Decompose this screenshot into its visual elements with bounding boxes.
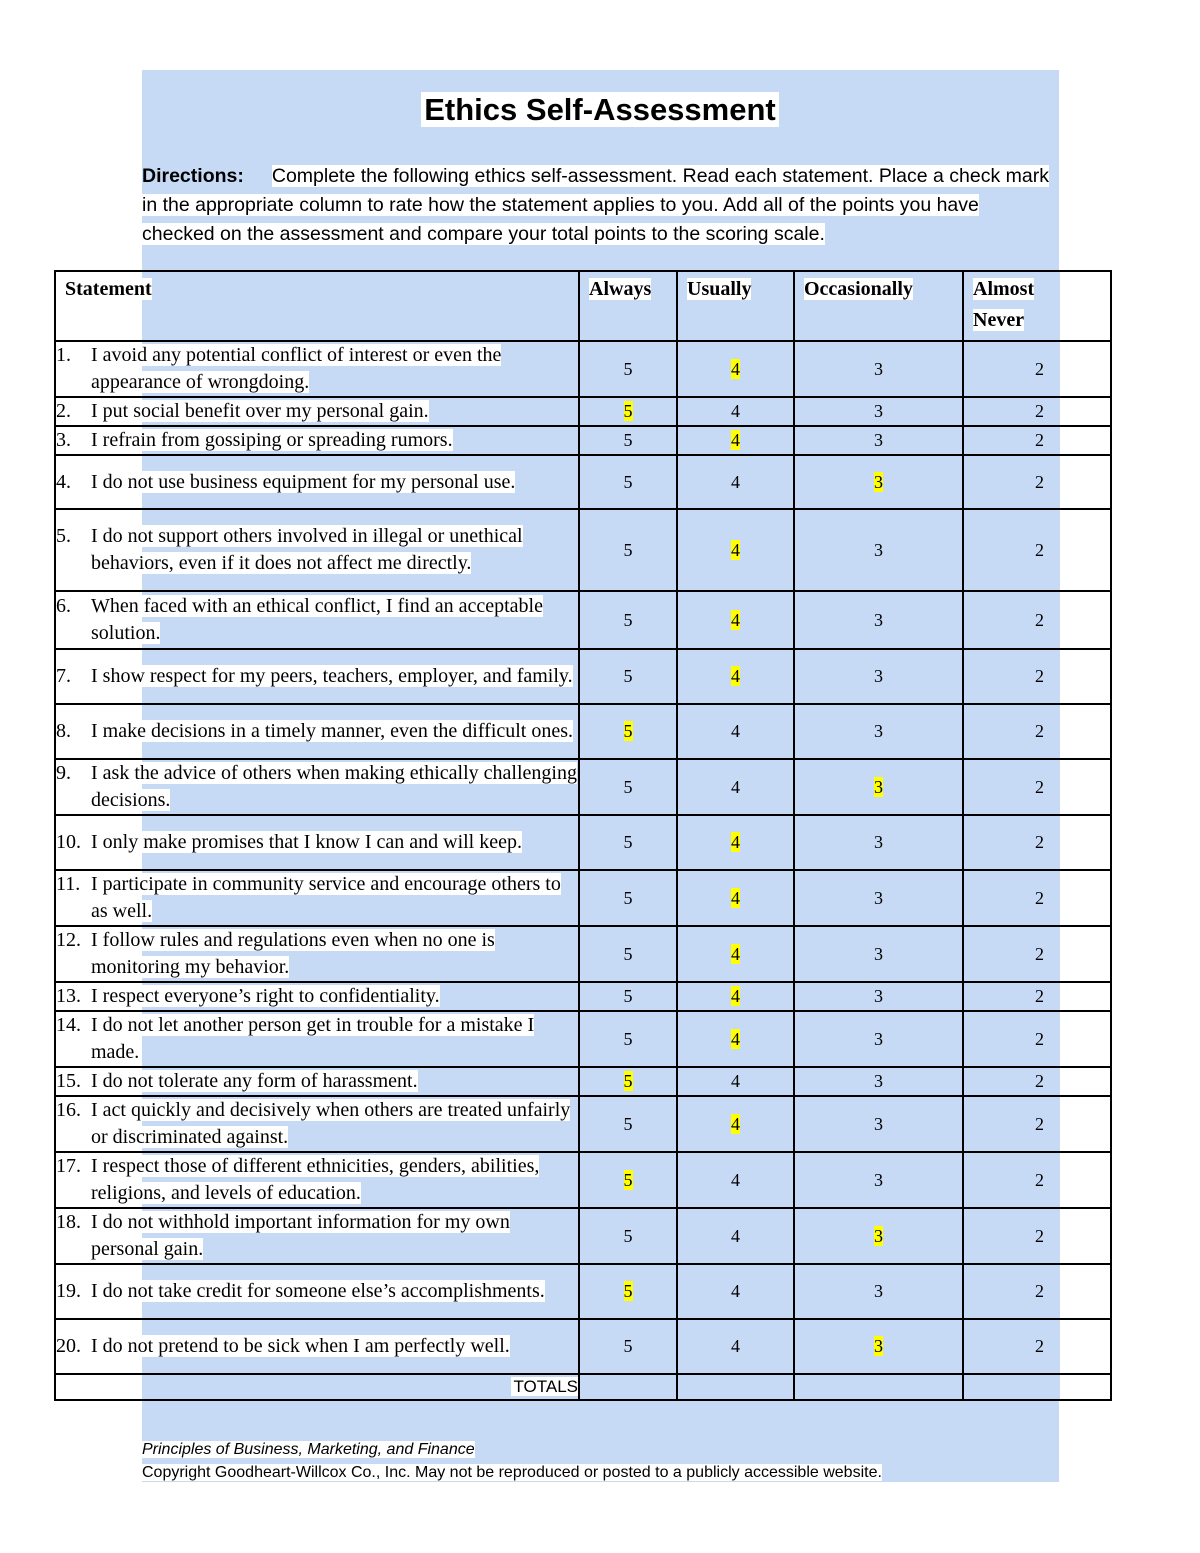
table-row	[55, 815, 1111, 870]
rating-value: 2	[1035, 471, 1044, 492]
statement-number: 4.	[56, 470, 71, 493]
statement-cell	[55, 509, 579, 591]
statement-text: I make decisions in a timely manner, even the difficult ones.	[91, 720, 574, 742]
rating-value: 2	[1035, 609, 1044, 630]
table-row	[55, 1264, 1111, 1319]
statement-text: I do not withhold important information for my own personal gain.	[91, 1211, 510, 1260]
rating-cell-usually[interactable]	[677, 926, 794, 982]
rating-value: 5	[623, 358, 633, 379]
statement-cell	[55, 704, 579, 759]
rating-cell-occasionally[interactable]	[794, 341, 963, 397]
rating-cell-occasionally[interactable]	[794, 1319, 963, 1374]
rating-cell-usually[interactable]	[677, 426, 794, 455]
table-row	[55, 455, 1111, 509]
rating-value: 2	[1035, 1071, 1044, 1091]
rating-value: 2	[1035, 1225, 1044, 1246]
rating-cell-almost-never[interactable]	[963, 759, 1111, 815]
rating-cell-almost-never[interactable]	[963, 649, 1111, 704]
rating-cell-usually[interactable]	[677, 649, 794, 704]
rating-value: 4	[731, 1225, 740, 1246]
rating-value: 5	[623, 1113, 633, 1134]
statement-cell	[55, 1067, 579, 1096]
directions-block	[142, 162, 1056, 249]
rating-cell-occasionally[interactable]	[794, 591, 963, 649]
rating-cell-usually[interactable]	[677, 759, 794, 815]
header-usually: Usually	[677, 271, 794, 341]
rating-cell-almost-never[interactable]	[963, 397, 1111, 426]
page-title: Ethics Self-Assessment	[421, 92, 778, 127]
rating-value: 5	[623, 943, 633, 964]
statement-number: 1.	[56, 344, 71, 366]
rating-value: 5	[623, 539, 633, 560]
rating-cell-usually[interactable]	[677, 341, 794, 397]
rating-cell-usually[interactable]	[677, 455, 794, 509]
rating-cell-always[interactable]	[579, 397, 677, 426]
rating-value: 3	[874, 1113, 883, 1134]
statement-text: I follow rules and regulations even when no one is monitoring my behavior.	[91, 929, 495, 978]
rating-value: 4	[731, 401, 740, 421]
rating-value: 2	[1035, 1113, 1044, 1134]
rating-value: 2	[1035, 1336, 1044, 1356]
rating-cell-occasionally[interactable]	[794, 759, 963, 815]
statement-number: 20.	[56, 1335, 81, 1357]
table-row	[55, 926, 1111, 982]
rating-cell-usually[interactable]	[677, 1264, 794, 1319]
totals-row	[55, 1374, 1111, 1400]
rating-cell-usually[interactable]	[677, 982, 794, 1011]
header-almost-never: Almost Never	[963, 271, 1111, 341]
rating-value: 2	[1035, 358, 1044, 379]
table-row	[55, 982, 1111, 1011]
rating-cell-always[interactable]	[579, 1011, 677, 1067]
statement-cell	[55, 1152, 579, 1208]
rating-cell-occasionally[interactable]	[794, 704, 963, 759]
rating-cell-usually[interactable]	[677, 870, 794, 926]
rating-cell-occasionally[interactable]	[794, 926, 963, 982]
statement-cell	[55, 870, 579, 926]
statement-number: 3.	[56, 429, 71, 451]
rating-cell-almost-never[interactable]	[963, 1067, 1111, 1096]
statement-text: I respect everyone’s right to confidentiality.	[91, 985, 440, 1007]
table-row	[55, 1096, 1111, 1152]
rating-cell-occasionally[interactable]	[794, 455, 963, 509]
rating-value: 3	[874, 666, 883, 686]
rating-cell-occasionally[interactable]	[794, 397, 963, 426]
rating-cell-occasionally[interactable]	[794, 1264, 963, 1319]
rating-cell-always[interactable]	[579, 982, 677, 1011]
statement-number: 7.	[56, 665, 71, 687]
rating-value: 5	[623, 1225, 633, 1246]
rating-cell-occasionally[interactable]	[794, 1096, 963, 1152]
rating-cell-always[interactable]	[579, 509, 677, 591]
table-row	[55, 1067, 1111, 1096]
rating-cell-almost-never[interactable]	[963, 509, 1111, 591]
rating-value: 4	[731, 471, 740, 492]
statement-text: I show respect for my peers, teachers, employer, and family.	[91, 665, 573, 687]
header-occasionally: Occasionally	[794, 271, 963, 341]
rating-value-selected: 4	[731, 539, 740, 560]
rating-cell-occasionally[interactable]	[794, 870, 963, 926]
statement-cell	[55, 591, 579, 649]
statement-cell	[55, 759, 579, 815]
rating-value: 3	[874, 832, 883, 852]
rating-value: 5	[623, 832, 633, 852]
statement-cell	[55, 1319, 579, 1374]
footer-copyright: Copyright Goodheart-Willcox Co., Inc. May not be reproduced or posted to a publicly accessible website.	[142, 1464, 882, 1481]
rating-cell-always[interactable]	[579, 1264, 677, 1319]
rating-value: 5	[623, 471, 633, 492]
table-row	[55, 1208, 1111, 1264]
rating-value: 2	[1035, 986, 1044, 1006]
rating-cell-almost-never[interactable]	[963, 704, 1111, 759]
statement-number: 6.	[56, 595, 71, 617]
rating-value-selected: 4	[731, 943, 740, 964]
rating-value: 4	[731, 1071, 740, 1091]
rating-value: 4	[731, 1336, 740, 1356]
totals-label: TOTALS	[55, 1374, 579, 1400]
statement-number: 11.	[56, 873, 81, 895]
table-row	[55, 426, 1111, 455]
table-row	[55, 591, 1111, 649]
statement-text: I refrain from gossiping or spreading rumors.	[91, 429, 453, 451]
rating-cell-always[interactable]	[579, 455, 677, 509]
rating-value: 3	[874, 721, 883, 741]
statement-cell	[55, 1011, 579, 1067]
rating-value: 2	[1035, 887, 1044, 908]
header-statement: Statement	[55, 271, 579, 341]
statement-cell	[55, 1096, 579, 1152]
rating-value-selected: 3	[874, 1225, 883, 1246]
statement-cell	[55, 455, 579, 509]
statement-number: 15.	[56, 1070, 81, 1092]
rating-value-selected: 3	[874, 776, 883, 797]
rating-value-selected: 4	[731, 430, 740, 450]
rating-value-selected: 5	[623, 1169, 633, 1190]
rating-cell-usually[interactable]	[677, 509, 794, 591]
rating-cell-always[interactable]	[579, 1067, 677, 1096]
rating-value: 5	[623, 609, 633, 630]
rating-value: 3	[874, 1028, 883, 1049]
rating-value: 2	[1035, 832, 1044, 852]
rating-cell-occasionally[interactable]	[794, 1011, 963, 1067]
rating-cell-usually[interactable]	[677, 815, 794, 870]
statement-text: I respect those of different ethnicities, genders, abilities, religions, and levels of education.	[91, 1155, 540, 1204]
rating-value: 3	[874, 1071, 883, 1091]
statement-cell	[55, 1208, 579, 1264]
rating-cell-usually[interactable]	[677, 1152, 794, 1208]
rating-cell-always[interactable]	[579, 1319, 677, 1374]
statement-number: 10.	[56, 831, 81, 853]
rating-value: 2	[1035, 539, 1044, 560]
rating-value-selected: 5	[623, 1281, 633, 1301]
table-row	[55, 704, 1111, 759]
statement-number: 19.	[56, 1280, 81, 1302]
rating-cell-almost-never[interactable]	[963, 1096, 1111, 1152]
rating-value: 3	[874, 401, 883, 421]
statement-text: I do not pretend to be sick when I am perfectly well.	[91, 1335, 510, 1357]
statement-text: When faced with an ethical conflict, I find an acceptable solution.	[91, 595, 543, 644]
rating-value: 4	[731, 1281, 740, 1301]
statement-cell	[55, 649, 579, 704]
table-row	[55, 1011, 1111, 1067]
rating-cell-occasionally[interactable]	[794, 1208, 963, 1264]
page-title-wrap	[0, 92, 1200, 128]
statement-number: 16.	[56, 1099, 81, 1121]
rating-value: 3	[874, 609, 883, 630]
rating-cell-almost-never[interactable]	[963, 591, 1111, 649]
rating-cell-always[interactable]	[579, 341, 677, 397]
statement-number: 17.	[56, 1155, 81, 1177]
rating-cell-usually[interactable]	[677, 1096, 794, 1152]
rating-cell-always[interactable]	[579, 426, 677, 455]
rating-value: 3	[874, 539, 883, 560]
table-row	[55, 870, 1111, 926]
table-row	[55, 509, 1111, 591]
assessment-table	[54, 270, 1112, 1401]
rating-cell-almost-never[interactable]	[963, 1264, 1111, 1319]
rating-cell-always[interactable]	[579, 1208, 677, 1264]
statement-cell	[55, 982, 579, 1011]
rating-cell-almost-never[interactable]	[963, 1208, 1111, 1264]
rating-value: 2	[1035, 721, 1044, 741]
rating-value: 3	[874, 986, 883, 1006]
rating-value-selected: 4	[731, 358, 740, 379]
table-row	[55, 341, 1111, 397]
rating-value-selected: 3	[874, 1336, 883, 1356]
rating-cell-usually[interactable]	[677, 704, 794, 759]
statement-number: 9.	[56, 762, 71, 784]
rating-value: 2	[1035, 1028, 1044, 1049]
rating-value: 3	[874, 1169, 883, 1190]
rating-value: 5	[623, 666, 633, 686]
statement-text: I do not let another person get in trouble for a mistake I made.	[91, 1014, 535, 1063]
rating-cell-occasionally[interactable]	[794, 982, 963, 1011]
rating-cell-usually[interactable]	[677, 1208, 794, 1264]
statement-cell	[55, 397, 579, 426]
rating-value-selected: 4	[731, 832, 740, 852]
rating-value-selected: 5	[623, 721, 633, 741]
rating-value: 3	[874, 1281, 883, 1301]
rating-cell-always[interactable]	[579, 591, 677, 649]
rating-cell-almost-never[interactable]	[963, 1011, 1111, 1067]
rating-cell-usually[interactable]	[677, 1319, 794, 1374]
rating-cell-almost-never[interactable]	[963, 815, 1111, 870]
rating-cell-occasionally[interactable]	[794, 1152, 963, 1208]
statement-number: 8.	[56, 720, 71, 742]
statement-cell	[55, 426, 579, 455]
rating-value: 2	[1035, 776, 1044, 797]
rating-value: 2	[1035, 1169, 1044, 1190]
rating-cell-usually[interactable]	[677, 1067, 794, 1096]
rating-cell-almost-never[interactable]	[963, 426, 1111, 455]
rating-cell-usually[interactable]	[677, 397, 794, 426]
rating-value-selected: 3	[874, 471, 883, 492]
rating-cell-almost-never[interactable]	[963, 926, 1111, 982]
rating-value: 2	[1035, 1281, 1044, 1301]
rating-cell-almost-never[interactable]	[963, 1152, 1111, 1208]
statement-number: 14.	[56, 1014, 81, 1036]
footer	[142, 1438, 882, 1484]
rating-cell-almost-never[interactable]	[963, 982, 1111, 1011]
statement-text: I ask the advice of others when making ethically challenging decisions.	[91, 762, 577, 811]
rating-cell-occasionally[interactable]	[794, 1067, 963, 1096]
table-row	[55, 1152, 1111, 1208]
rating-value: 4	[731, 776, 740, 797]
statement-number: 13.	[56, 985, 81, 1007]
rating-value: 5	[623, 887, 633, 908]
rating-value-selected: 4	[731, 1113, 740, 1134]
statement-cell	[55, 1264, 579, 1319]
rating-value: 5	[623, 430, 633, 450]
statement-text: I do not support others involved in illegal or unethical behaviors, even if it does not affect me directly.	[91, 525, 523, 574]
table-row	[55, 1319, 1111, 1374]
rating-cell-always[interactable]	[579, 649, 677, 704]
statement-number: 12.	[56, 929, 81, 951]
rating-value: 2	[1035, 401, 1044, 421]
rating-cell-occasionally[interactable]	[794, 509, 963, 591]
statement-number: 2.	[56, 400, 71, 422]
rating-cell-always[interactable]	[579, 926, 677, 982]
statement-text: I put social benefit over my personal gain.	[91, 400, 429, 422]
statement-cell	[55, 926, 579, 982]
total-almost-never-cell[interactable]	[963, 1374, 1111, 1400]
total-always-cell[interactable]	[579, 1374, 677, 1400]
rating-cell-occasionally[interactable]	[794, 815, 963, 870]
rating-value: 2	[1035, 430, 1044, 450]
rating-cell-occasionally[interactable]	[794, 426, 963, 455]
statement-text: I only make promises that I know I can and will keep.	[91, 831, 522, 853]
rating-value-selected: 4	[731, 986, 740, 1006]
rating-value: 5	[623, 1336, 633, 1356]
statement-cell	[55, 815, 579, 870]
rating-cell-usually[interactable]	[677, 1011, 794, 1067]
rating-value-selected: 4	[731, 609, 740, 630]
rating-value-selected: 4	[731, 666, 740, 686]
total-occasionally-cell[interactable]	[794, 1374, 963, 1400]
rating-value-selected: 4	[731, 887, 740, 908]
rating-value: 2	[1035, 943, 1044, 964]
statement-text: I do not take credit for someone else’s accomplishments.	[91, 1280, 545, 1302]
directions-label: Directions:	[142, 165, 244, 187]
rating-value: 5	[623, 1028, 633, 1049]
rating-value: 5	[623, 776, 633, 797]
rating-value: 2	[1035, 666, 1044, 686]
rating-value: 3	[874, 943, 883, 964]
rating-cell-occasionally[interactable]	[794, 649, 963, 704]
rating-cell-almost-never[interactable]	[963, 341, 1111, 397]
rating-cell-usually[interactable]	[677, 591, 794, 649]
rating-cell-always[interactable]	[579, 815, 677, 870]
statement-cell	[55, 341, 579, 397]
directions-text: Complete the following ethics self-assessment. Read each statement. Place a check mark in the appropriate column to rate how the statement applies to you. Add all of the points you have checked on the assessment and compare your total points to the scoring scale.	[142, 165, 1049, 245]
statement-text: I participate in community service and encourage others to as well.	[91, 873, 561, 922]
rating-value-selected: 5	[623, 1071, 633, 1091]
footer-book-title: Principles of Business, Marketing, and Finance	[142, 1441, 475, 1458]
rating-cell-always[interactable]	[579, 759, 677, 815]
statement-text: I act quickly and decisively when others are treated unfairly or discriminated against.	[91, 1099, 571, 1148]
rating-cell-always[interactable]	[579, 870, 677, 926]
statement-number: 18.	[56, 1211, 81, 1233]
rating-value: 3	[874, 430, 883, 450]
rating-value-selected: 4	[731, 1028, 740, 1049]
rating-value: 3	[874, 887, 883, 908]
statement-text: I do not tolerate any form of harassment.	[91, 1070, 418, 1092]
rating-value-selected: 5	[623, 401, 633, 421]
rating-value: 4	[731, 1169, 740, 1190]
rating-cell-always[interactable]	[579, 704, 677, 759]
statement-text: I do not use business equipment for my personal use.	[91, 470, 516, 493]
statement-number: 5.	[56, 525, 71, 547]
rating-cell-almost-never[interactable]	[963, 1319, 1111, 1374]
rating-value: 5	[623, 986, 633, 1006]
table-row	[55, 649, 1111, 704]
header-always: Always	[579, 271, 677, 341]
rating-cell-almost-never[interactable]	[963, 870, 1111, 926]
table-header-row	[55, 271, 1111, 341]
total-usually-cell[interactable]	[677, 1374, 794, 1400]
rating-value: 4	[731, 721, 740, 741]
rating-cell-always[interactable]	[579, 1152, 677, 1208]
statement-text: I avoid any potential conflict of interest or even the appearance of wrongdoing.	[91, 344, 502, 393]
table-row	[55, 759, 1111, 815]
rating-cell-almost-never[interactable]	[963, 455, 1111, 509]
rating-cell-always[interactable]	[579, 1096, 677, 1152]
rating-value: 3	[874, 358, 883, 379]
table-row	[55, 397, 1111, 426]
